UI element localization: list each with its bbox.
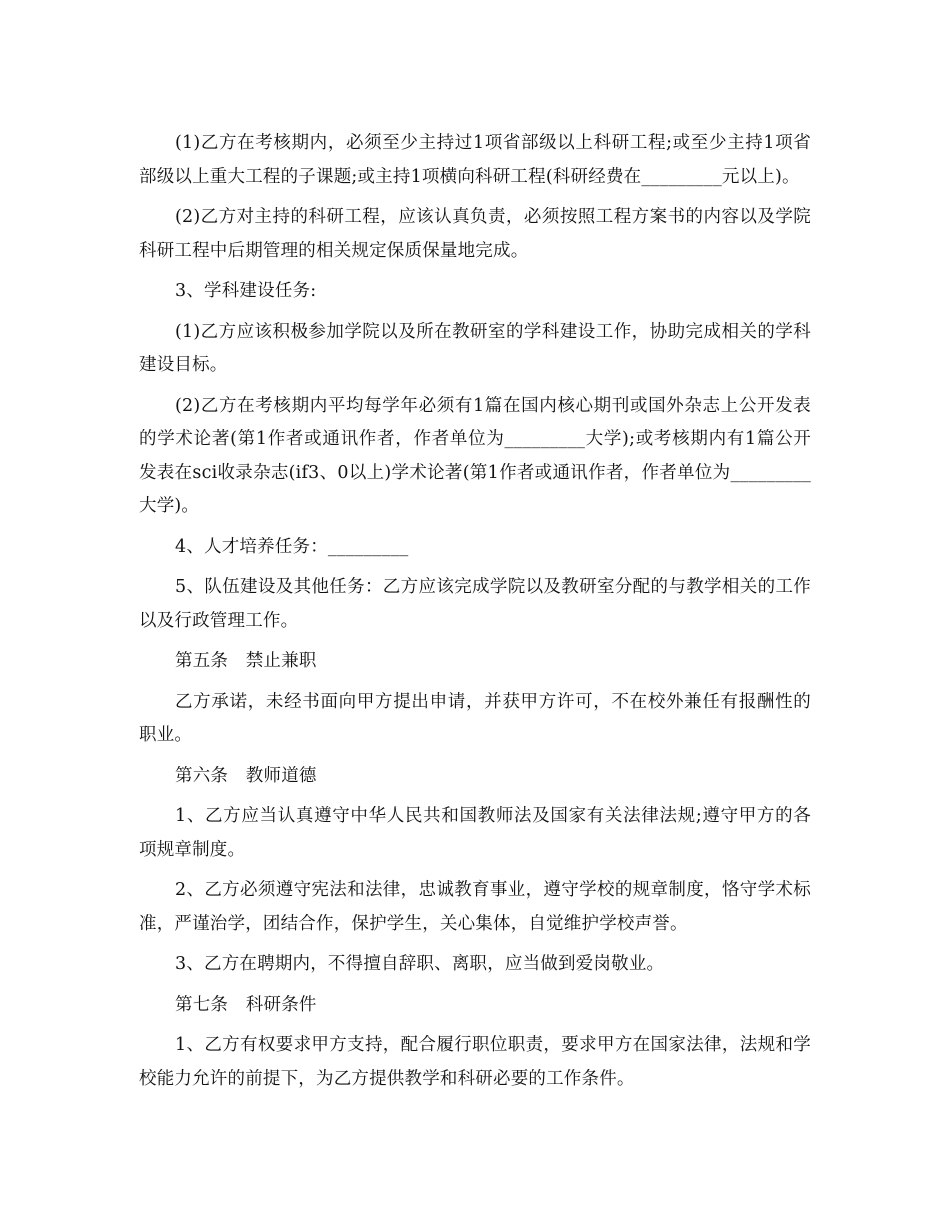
clause-research-project-responsibility: (2)乙方对主持的科研工程，应该认真负责，必须按照工程方案书的内容以及学院科研工程中后期管理的相关规定保质保量地完成。 [139, 207, 811, 261]
document-body [139, 127, 811, 1103]
clause-publication-requirement: (2)乙方在考核期内平均每学年必须有1篇在国内核心期刊或国外杂志上公开发表的学术论著(第1作者或通讯作者，作者单位为_________大学);或考核期内有1篇公开发表在sci收录杂志(if3、0以上)学术论著(第1作者或通讯作者，作者单位为_________大学)。 [139, 395, 811, 516]
article-6-item-3: 3、乙方在聘期内，不得擅自辞职、离职，应当做到爱岗敬业。 [175, 954, 665, 974]
article-7-heading: 第七条 科研条件 [175, 994, 317, 1015]
clause-research-project-requirement: (1)乙方在考核期内，必须至少主持过1项省部级以上科研工程;或至少主持1项省部级以上重大工程的子课题;或主持1项横向科研工程(科研经费在_________元以上)。 [139, 133, 811, 187]
section-talent-training: 4、人才培养任务：_________ [175, 536, 409, 557]
article-6-heading: 第六条 教师道德 [175, 765, 317, 786]
article-5-body: 乙方承诺，未经书面向甲方提出申请，并获甲方许可，不在校外兼任有报酬性的职业。 [139, 691, 811, 745]
article-5-heading: 第五条 禁止兼职 [175, 651, 317, 671]
section-discipline-construction: 3、学科建设任务: [175, 281, 317, 301]
article-7-item-1: 1、乙方有权要求甲方支持，配合履行职位职责，要求甲方在国家法律，法规和学校能力允许的前提下，为乙方提供教学和科研必要的工作条件。 [139, 1035, 811, 1089]
section-team-building: 5、队伍建设及其他任务：乙方应该完成学院以及教研室分配的与教学相关的工作以及行政管理工作。 [139, 577, 811, 631]
article-6-item-2: 2、乙方必须遵守宪法和法律，忠诚教育事业，遵守学校的规章制度，恪守学术标准，严谨治学，团结合作，保护学生，关心集体，自觉维护学校声誉。 [139, 880, 811, 934]
clause-discipline-participation: (1)乙方应该积极参加学院以及所在教研室的学科建设工作，协助完成相关的学科建设目标。 [139, 321, 811, 375]
article-6-item-1: 1、乙方应当认真遵守中华人民共和国教师法及国家有关法律法规;遵守甲方的各项规章制度。 [139, 806, 811, 860]
